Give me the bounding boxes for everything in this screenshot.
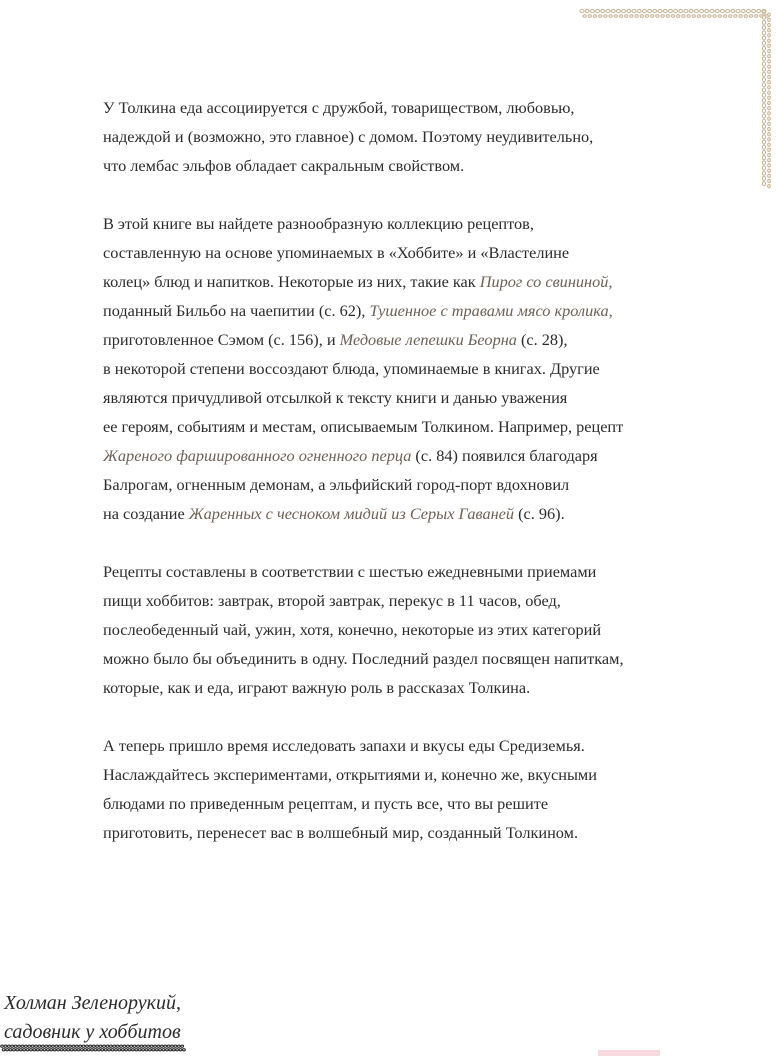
text-run: приготовить, перенесет вас в волшебный мир, созданный Толкином. xyxy=(103,823,579,842)
text-line xyxy=(103,122,703,151)
text-line xyxy=(103,354,703,383)
paragraph xyxy=(103,209,703,528)
text-run: колец» блюд и напитков. Некоторые из них, такие как xyxy=(103,272,480,291)
text-line xyxy=(103,644,703,673)
text-line xyxy=(103,731,703,760)
text-run: (с. 28), xyxy=(516,330,568,349)
text-run: (с. 96). xyxy=(514,504,565,523)
text-run: можно было бы объединить в одну. Последний раздел посвящен напиткам, xyxy=(103,649,624,668)
text-line xyxy=(103,441,703,470)
text-line xyxy=(103,789,703,818)
text-run: которые, как и еда, играют важную роль в рассказах Толкина. xyxy=(103,678,531,697)
signature-name: Холман Зеленорукий, xyxy=(4,992,181,1014)
main-text xyxy=(103,93,703,876)
paragraph xyxy=(103,731,703,847)
text-line xyxy=(103,470,703,499)
text-run: пищи хоббитов: завтрак, второй завтрак, перекус в 11 часов, обед, xyxy=(103,591,561,610)
text-line xyxy=(103,818,703,847)
text-line xyxy=(103,412,703,441)
text-run: блюдами по приведенным рецептам, и пусть все, что вы решите xyxy=(103,794,549,813)
text-run: послеобеденный чай, ужин, хотя, конечно, некоторые из этих категорий xyxy=(103,620,602,639)
signature-rule-dots xyxy=(1,1045,186,1051)
recipe-title: Медовые лепешки Беорна xyxy=(339,330,517,349)
text-run: составленную на основе упоминаемых в «Хоббите» и «Властелине xyxy=(103,243,570,262)
signature xyxy=(4,989,181,1047)
text-run: поданный Бильбо на чаепитии (с. 62), xyxy=(103,301,370,320)
text-line xyxy=(103,673,703,702)
text-run: У Толкина еда ассоциируется с дружбой, товариществом, любовью, xyxy=(103,98,575,117)
text-line xyxy=(103,586,703,615)
text-line xyxy=(103,557,703,586)
text-line xyxy=(103,151,703,180)
paragraph xyxy=(103,557,703,702)
text-line xyxy=(103,615,703,644)
text-line xyxy=(103,760,703,789)
text-run: В этой книге вы найдете разнообразную коллекцию рецептов, xyxy=(103,214,534,233)
text-line xyxy=(103,93,703,122)
text-run: Рецепты составлены в соответствии с шестью ежедневными приемами xyxy=(103,562,597,581)
text-run: что лембас эльфов обладает сакральным свойством. xyxy=(103,156,465,175)
signature-title: садовник у хоббитов xyxy=(4,1021,181,1043)
text-run: являются причудливой отсылкой к тексту книги и данью уважения xyxy=(103,388,568,407)
text-run: в некоторой степени воссоздают блюда, упоминаемые в книгах. Другие xyxy=(103,359,600,378)
text-run: (с. 84) появился благодаря xyxy=(411,446,598,465)
text-run: надеждой и (возможно, это главное) с домом. Поэтому неудивительно, xyxy=(103,127,594,146)
text-run: Балрогам, огненным демонам, а эльфийский город-порт вдохновил xyxy=(103,475,570,494)
recipe-title: Пирог со свининой, xyxy=(479,272,613,291)
text-line xyxy=(103,499,703,528)
text-line xyxy=(103,209,703,238)
text-run: Наслаждайтесь экспериментами, открытиями и, конечно же, вкусными xyxy=(103,765,597,784)
text-run: на создание xyxy=(103,504,189,523)
text-line xyxy=(103,383,703,412)
text-run: приготовленное Сэмом (с. 156), и xyxy=(103,330,340,349)
recipe-title: Тушенное с травами мясо кролика, xyxy=(369,301,613,320)
text-line xyxy=(103,325,703,354)
text-run: ее героям, событиям и местам, описываемым Толкином. Например, рецепт xyxy=(103,417,624,436)
recipe-title: Жареного фаршированного огненного перца xyxy=(103,446,412,465)
text-line xyxy=(103,238,703,267)
page-edge-mark xyxy=(598,1050,660,1056)
signature-rule xyxy=(0,1044,187,1052)
text-line xyxy=(103,267,703,296)
recipe-title: Жаренных с чесноком мидий из Серых Гаваней xyxy=(188,504,515,523)
text-run: А теперь пришло время исследовать запахи и вкусы еды Средиземья. xyxy=(103,736,585,755)
text-line xyxy=(103,296,703,325)
paragraph xyxy=(103,93,703,180)
